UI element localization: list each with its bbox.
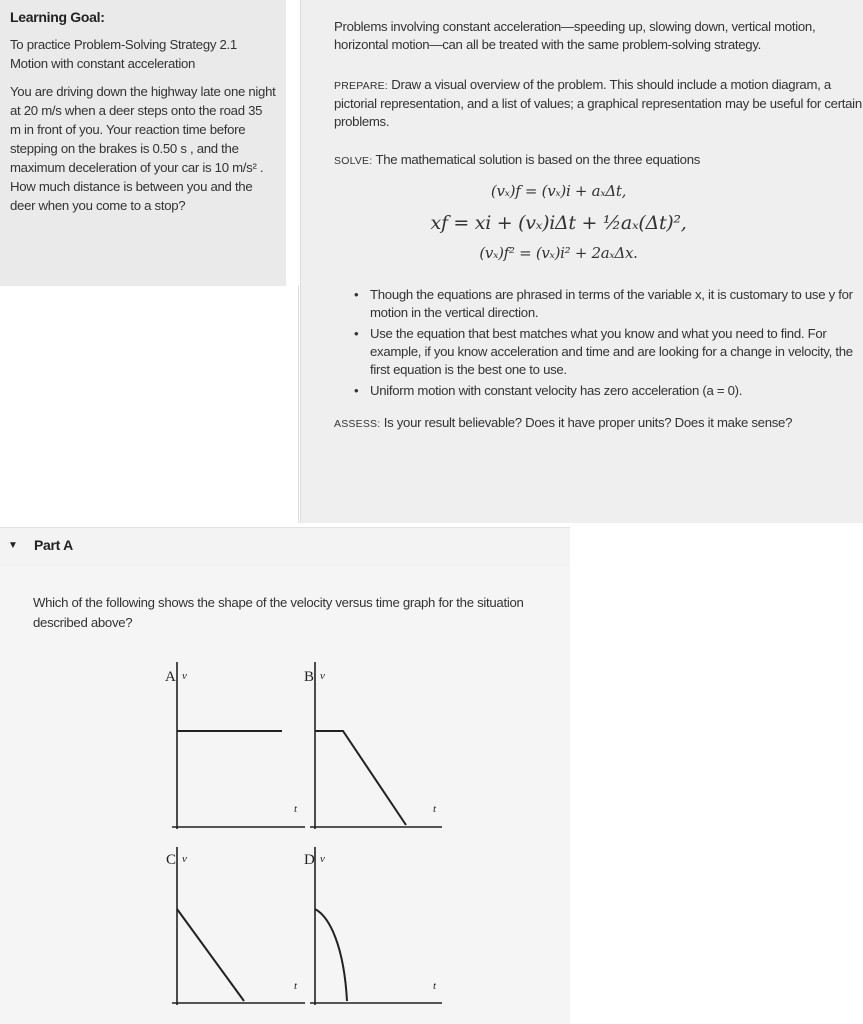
- assess-step: [334, 414, 863, 433]
- bullet-item: • Though the equations are phrased in terms of the variable x, it is customary to use y for motion in the vertical direction.: [370, 286, 863, 322]
- answer-graphs: [0, 567, 570, 1024]
- learning-goal-objective: To practice Problem-Solving Strategy 2.1 Motion with constant acceleration: [10, 37, 237, 71]
- learning-goal-heading: Learning Goal:: [10, 9, 105, 25]
- option-a-label: A: [165, 669, 176, 685]
- option-c-graph[interactable]: [166, 847, 305, 1005]
- question-text: Which of the following shows the shape of the velocity versus time graph for the situation described above?: [33, 595, 524, 630]
- option-a-graph[interactable]: [165, 662, 305, 829]
- velocity-curve: [315, 909, 347, 1001]
- prepare-text: Draw a visual overview of the problem. This should include a motion diagram, a pictorial representation, and a list of values; a graphical representation may be useful for certain problems.: [334, 77, 862, 129]
- part-a-header[interactable]: [0, 527, 570, 568]
- option-c-label: C: [166, 852, 177, 868]
- strategy-panel: [300, 0, 863, 523]
- equation-velocity-position: (vₓ)f² = (vₓ)i² + 2aₓΔx.: [479, 244, 638, 262]
- v-axis-label: v: [182, 853, 187, 865]
- strategy-intro: Problems involving constant acceleration—speeding up, slowing down, vertical motion, horizontal motion—can all be treated with the same problem-solving strategy.: [334, 19, 816, 52]
- problem-statement: You are driving down the highway late one night at 20 m/s when a deer steps onto the road 35 m in front of you. Your reaction time before stepping on the brakes is 0.50 s , and the maximum deceleration of your car is 10 m/s² . How much distance is between you and the deer when you come to a stop?: [10, 84, 276, 213]
- v-axis-label: v: [320, 670, 325, 682]
- part-a-title: Part A: [34, 537, 73, 553]
- velocity-curve: [315, 731, 406, 825]
- equation-position-time: xf = xi + (vₓ)iΔt + ½aₓ(Δt)²,: [430, 212, 687, 234]
- solve-step: [334, 151, 863, 170]
- assess-text: Is your result believable? Does it have proper units? Does it make sense?: [383, 415, 793, 430]
- assess-label: ASSESS:: [334, 418, 381, 430]
- solve-label: SOLVE:: [334, 155, 373, 167]
- v-axis-label: v: [320, 853, 325, 865]
- bullet-item: • Use the equation that best matches what you know and what you need to find. For example, if you know acceleration and time and are looking for a change in velocity, the first equation is the best one to use.: [370, 325, 863, 379]
- prepare-step: [334, 76, 863, 131]
- option-d-graph[interactable]: [304, 847, 442, 1005]
- v-axis-label: v: [182, 670, 187, 682]
- solve-text: The mathematical solution is based on the three equations: [375, 152, 701, 167]
- triangle-down-icon[interactable]: ▼: [8, 540, 18, 551]
- question-panel: [0, 567, 570, 1024]
- t-axis-label: t: [433, 803, 437, 815]
- column-divider: [298, 286, 299, 523]
- t-axis-label: t: [433, 980, 437, 992]
- t-axis-label: t: [294, 803, 298, 815]
- option-d-label: D: [304, 852, 315, 868]
- t-axis-label: t: [294, 980, 298, 992]
- bullet-item: • Uniform motion with constant velocity has zero acceleration (a = 0).: [370, 382, 863, 400]
- strategy-bullets: [334, 286, 863, 400]
- option-b-graph[interactable]: [304, 662, 442, 829]
- prepare-label: PREPARE:: [334, 80, 388, 92]
- equation-velocity-time: (vₓ)f = (vₓ)i + aₓΔt,: [490, 182, 627, 200]
- option-b-label: B: [304, 669, 315, 685]
- learning-goal-panel: [0, 0, 286, 286]
- velocity-curve: [177, 909, 244, 1001]
